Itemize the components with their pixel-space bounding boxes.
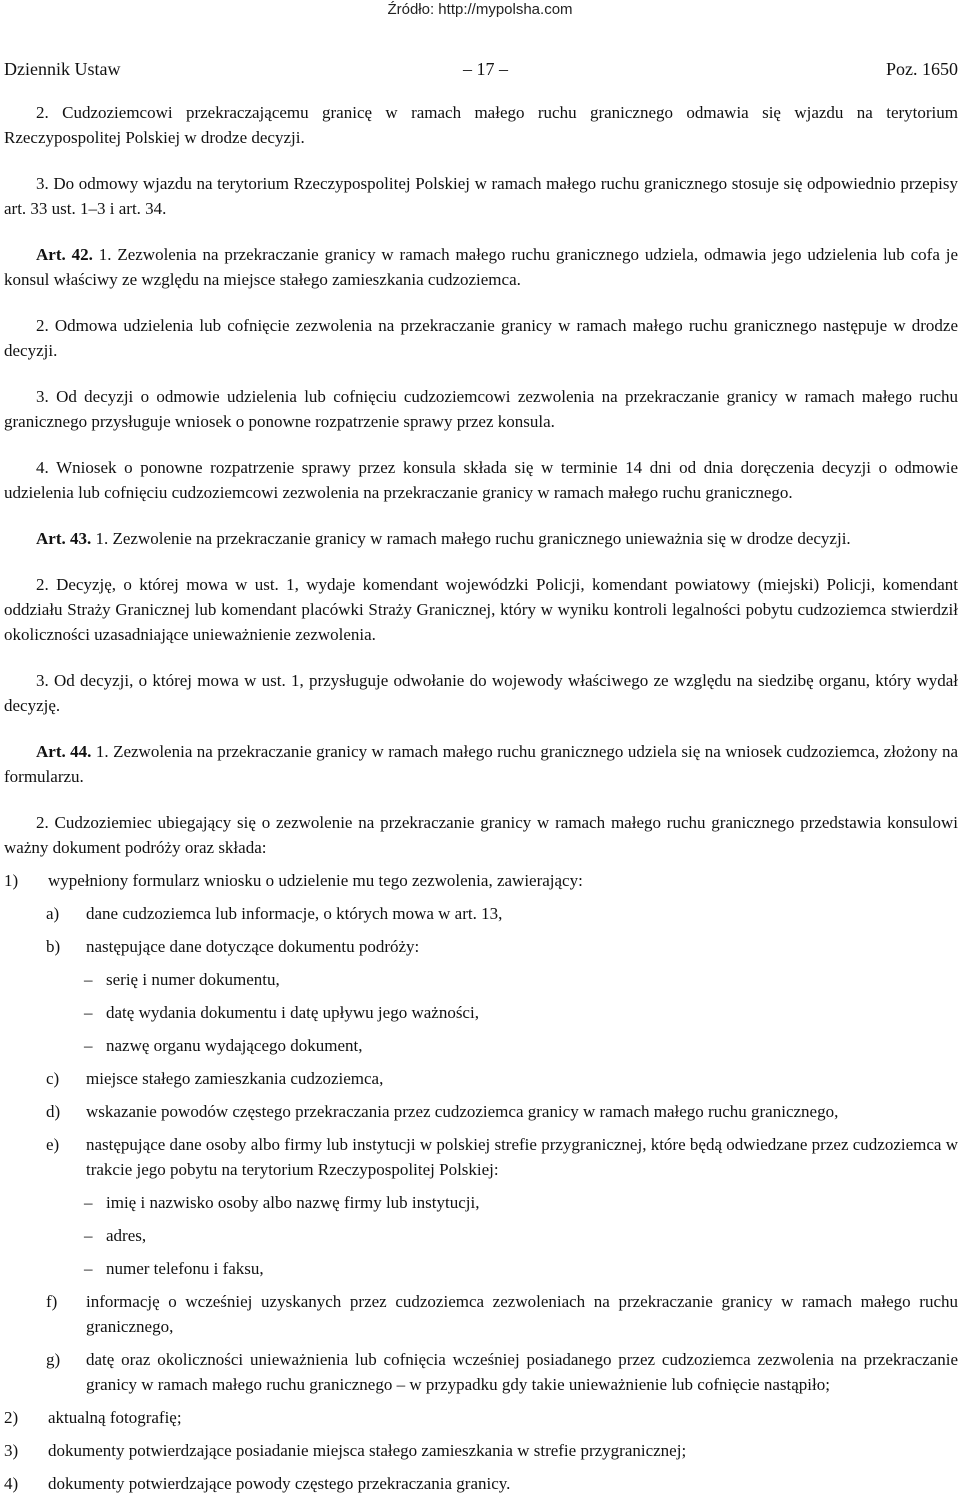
list-item: b) następujące dane dotyczące dokumentu podróży: — [46, 937, 420, 956]
paragraph: 3. Od decyzji, o której mowa w ust. 1, przysługuje odwołanie do wojewody właściwego ze względu na siedzibę organu, który wydał decyzję. — [4, 671, 958, 715]
list-item: c) miejsce stałego zamieszkania cudzoziemca, — [46, 1069, 384, 1088]
paragraph: 2. Odmowa udzielenia lub cofnięcie zezwolenia na przekraczanie granicy w ramach małego ruchu granicznego następuje w drodze decyzji. — [4, 316, 958, 360]
article-label: Art. 43. — [36, 529, 92, 548]
list-item: d) wskazanie powodów częstego przekraczania przez cudzoziemca granicy w ramach małego ruchu granicznego, — [46, 1102, 839, 1121]
list-item: – numer telefonu i faksu, — [84, 1259, 264, 1278]
paragraph: 2. Cudzoziemcowi przekraczającemu granicę w ramach małego ruchu granicznego odmawia się wjazdu na terytorium Rzeczypospolitej Polskiej w drodze decyzji. — [4, 103, 958, 147]
journal-name: Dziennik Ustaw — [4, 59, 121, 79]
list-item: 4) dokumenty potwierdzające powody częstego przekraczania granicy. — [4, 1474, 511, 1493]
list-item: – datę wydania dokumentu i datę upływu jego ważności, — [84, 1003, 479, 1022]
list-item: – nazwę organu wydającego dokument, — [84, 1036, 363, 1055]
article-label: Art. 42. — [36, 245, 93, 264]
paragraph: 2. Decyzję, o której mowa w ust. 1, wydaje komendant wojewódzki Policji, komendant powiatowy (miejski) Policji, komendant oddziału Straży Granicznej lub komendant placówki Straży Granicznej, który w wyniku kontroli legalności pobytu cudzoziemca stwierdził okoliczności uzasadniające unieważnienie zezwolenia. — [4, 575, 958, 644]
paragraph: 3. Od decyzji o odmowie udzielenia lub cofnięciu cudzoziemcowi zezwolenia na przekraczanie granicy w ramach małego ruchu granicznego przysługuje wniosek o ponowne rozpatrzenie sprawy przez konsula. — [4, 387, 958, 431]
document-body — [4, 100, 958, 1496]
article-label: Art. 44. — [36, 742, 92, 761]
page-header — [4, 57, 958, 81]
list-item: 2) aktualną fotografię; — [4, 1408, 182, 1427]
list-item: – serię i numer dokumentu, — [84, 970, 280, 989]
source-url: Źródło: http://mypolsha.com — [387, 1, 573, 18]
page-number: – 17 – — [463, 59, 508, 79]
article-42-paragraph — [4, 242, 958, 292]
list-item: 1) wypełniony formularz wniosku o udzielenie mu tego zezwolenia, zawierający: — [4, 871, 583, 890]
paragraph: 3. Do odmowy wjazdu na terytorium Rzeczypospolitej Polskiej w ramach małego ruchu granicznego stosuje się odpowiednio przepisy art. 33 ust. 1–3 i art. 34. — [4, 174, 958, 218]
article-text: 1. Zezwolenia na przekraczanie granicy w ramach małego ruchu granicznego udziela, odmawia jego udzielenia lub cofa je konsul właściwy ze względu na miejsce stałego zamieszkania cudzoziemca. — [4, 245, 958, 289]
article-44-paragraph — [4, 739, 958, 789]
list-item: a) dane cudzoziemca lub informacje, o których mowa w art. 13, — [46, 904, 503, 923]
list-item: f) informację o wcześniej uzyskanych przez cudzoziemca zezwoleniach na przekraczanie granicy w ramach małego ruchu granicznego, — [46, 1292, 958, 1336]
list-item: – imię i nazwisko osoby albo nazwę firmy lub instytucji, — [84, 1193, 480, 1212]
list-item: g) datę oraz okoliczności unieważnienia lub cofnięcia wcześniej posiadanego przez cudzoziemca zezwolenia na przekraczanie granicy w ramach małego ruchu granicznego – w przypadku gdy takie unieważnienie lub cofnięcie nastąpiło; — [46, 1350, 958, 1394]
list-item: e) następujące dane osoby albo firmy lub instytucji w polskiej strefie przygranicznej, które będą odwiedzane przez cudzoziemca w trakcie jego pobytu na terytorium Rzeczypospolitej Polskiej: — [46, 1135, 958, 1179]
article-text: 1. Zezwolenie na przekraczanie granicy w ramach małego ruchu granicznego unieważnia się w drodze decyzji. — [91, 529, 851, 548]
article-text: 1. Zezwolenia na przekraczanie granicy w ramach małego ruchu granicznego udziela się na wniosek cudzoziemca, złożony na formularzu. — [4, 742, 959, 786]
list-item: – adres, — [84, 1226, 147, 1245]
list-item: 3) dokumenty potwierdzające posiadanie miejsca stałego zamieszkania w strefie przygranicznej; — [4, 1441, 687, 1460]
paragraph: 2. Cudzoziemiec ubiegający się o zezwolenie na przekraczanie granicy w ramach małego ruchu granicznego przedstawia konsulowi ważny dokument podróży oraz składa: — [4, 813, 958, 857]
paragraph: 4. Wniosek o ponowne rozpatrzenie sprawy przez konsula składa się w terminie 14 dni od dnia doręczenia decyzji o odmowie udzielenia lub cofnięciu cudzoziemcowi zezwolenia na przekraczanie granicy w ramach małego ruchu granicznego. — [4, 458, 958, 502]
position-number: Poz. 1650 — [886, 59, 958, 79]
article-43-paragraph — [4, 526, 958, 551]
